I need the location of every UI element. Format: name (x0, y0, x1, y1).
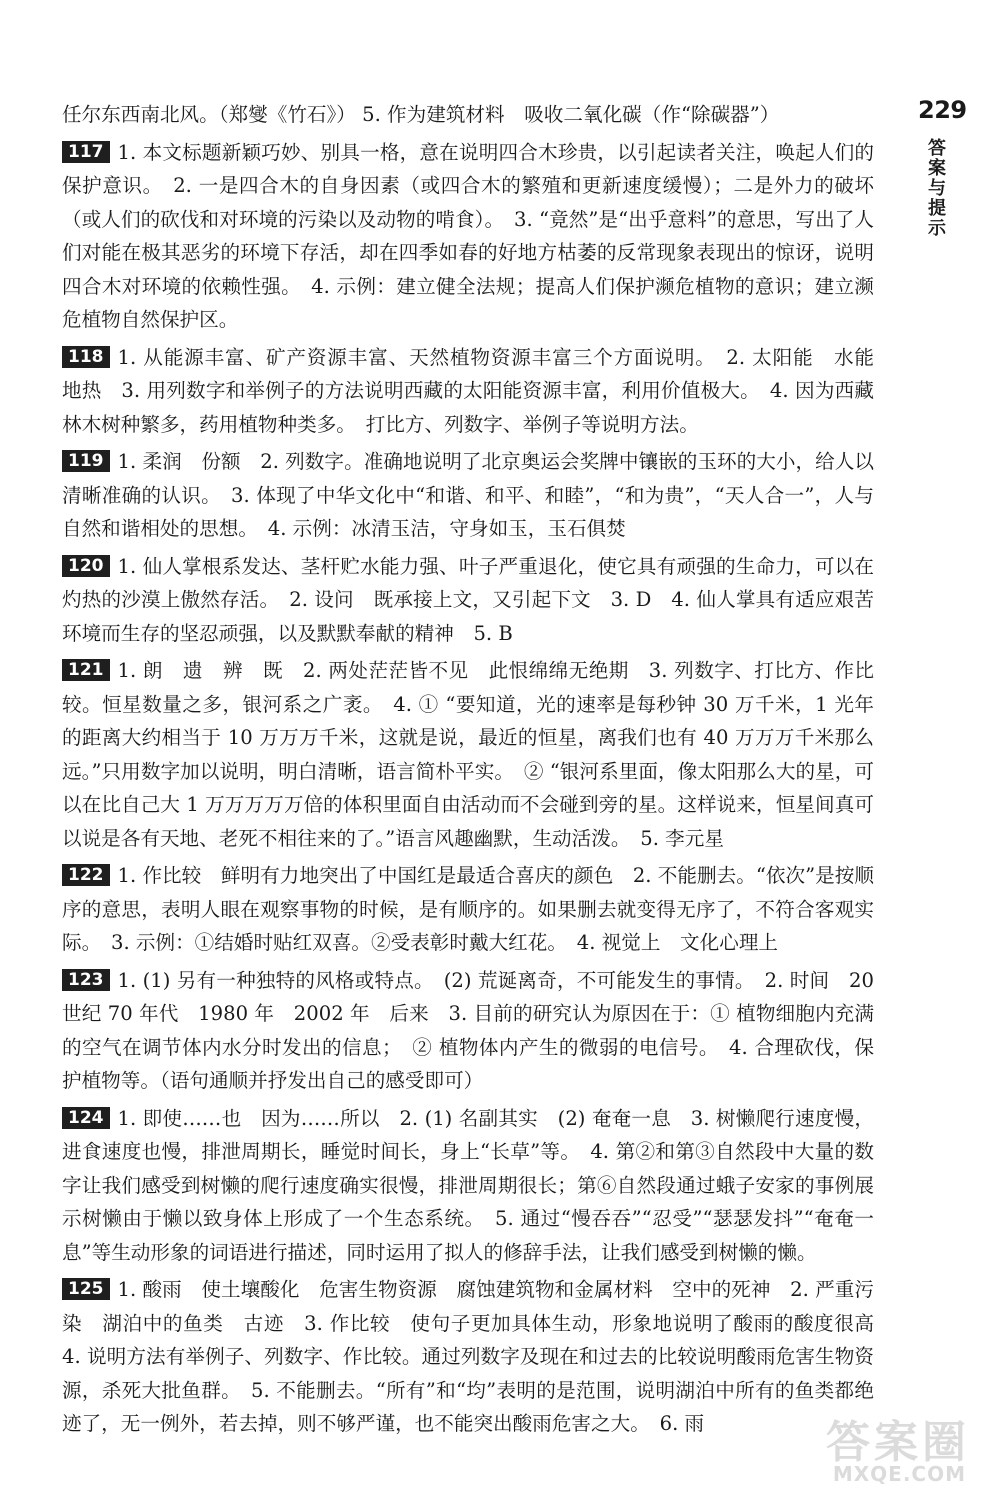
question-number-badge: 125 (62, 1278, 110, 1300)
answer-paragraph (62, 98, 874, 132)
answer-paragraph (62, 550, 874, 651)
answer-paragraph (62, 964, 874, 1098)
answer-text: 1. 仙人掌根系发达、茎杆贮水能力强、叶子严重退化，使它具有顽强的生命力，可以在灼热的沙漠上傲然存活。 2. 设问 既承接上文，又引起下文 3. D 4. 仙人掌具有适应艰苦环境而生存的坚忍顽强，以及默默奉献的精神 5. B (62, 554, 874, 645)
answer-paragraph (62, 1102, 874, 1270)
watermark-url: MXQE.COM (832, 1462, 966, 1486)
question-number-badge: 124 (62, 1107, 110, 1129)
answer-text: 1. 酸雨 使土壤酸化 危害生物资源 腐蚀建筑物和金属材料 空中的死神 2. 严重污染 湖泊中的鱼类 古迹 3. 作比较 使句子更加具体生动，形象地说明了酸雨的酸度很高 4. 说明方法有举例子、列数字、作比较。通过列数字及现在和过去的比较说明酸雨危害生物资源，杀死大批鱼群。 5. 不能删去。“所有”和“均”表明的是范围，说明湖泊中所有的鱼类都绝迹了，无一例外，若去掉，则不够严谨，也不能突出酸雨危害之大。 6. 雨 (62, 1278, 894, 1435)
answer-paragraph (62, 1273, 894, 1441)
question-number-badge: 121 (62, 659, 110, 681)
question-number-badge: 118 (62, 346, 110, 368)
section-side-label: 答案与提示 (925, 138, 946, 238)
question-number-badge: 120 (62, 555, 110, 577)
answer-text: 1. 即使……也 因为……所以 2. (1) 名副其实 (2) 奄奄一息 3. 树懒爬行速度慢，进食速度也慢，排泄周期长，睡觉时间长，身上“长草”等。 4. 第②和第③自然段中大量的数字让我们感受到树懒的爬行速度确实很慢，排泄周期很长；第⑥自然段通过蛾子安家的事例展示树懒由于懒以致身体上形成了一个生态系统。 5. 通过“慢吞吞”“忍受”“瑟瑟发抖”“奄奄一息”等生动形象的词语进行描述，同时运用了拟人的修辞手法，让我们感受到树懒的懒。 (62, 1106, 874, 1264)
question-number-badge: 123 (62, 969, 110, 991)
answer-paragraph (62, 341, 894, 442)
answer-paragraph (62, 445, 874, 546)
watermark-logo-text: 答案圈 (826, 1417, 970, 1468)
question-number-badge: 122 (62, 864, 110, 886)
answer-paragraph (62, 136, 874, 337)
answer-paragraph (62, 654, 874, 855)
question-number-badge: 117 (62, 141, 110, 163)
answer-text: 1. 柔润 份额 2. 列数字。准确地说明了北京奥运会奖牌中镶嵌的玉环的大小，给人以清晰准确的认识。 3. 体现了中华文化中“和谐、和平、和睦”，“和为贵”，“天人合一”，人与自然和谐相处的思想。 4. 示例：冰清玉洁，守身如玉，玉石俱焚 (62, 450, 874, 540)
answer-paragraph (62, 859, 874, 960)
answer-text: 1. 从能源丰富、矿产资源丰富、天然植物资源丰富三个方面说明。 2. 太阳能 水能 地热 3. 用列数字和举例子的方法说明西藏的太阳能资源丰富，利用价值极大。 4. 因为西藏林木树种繁多，药用植物种类多。 打比方、列数字、举例子等说明方法。 (62, 345, 894, 436)
page-number: 229 (918, 96, 967, 124)
answer-text: 1. 朗 遗 辨 既 2. 两处茫茫皆不见 此恨绵绵无绝期 3. 列数字、打比方、作比较。恒星数量之多，银河系之广袤。 4. ① “要知道，光的速率是每秒钟 30 万千米，1 光年的距离大约相当于 10 万万万千米，这就是说，最近的恒星，离我们也有 40 万万万千米那么远。”只用数字加以说明，明白清晰，语言简朴平实。 ② “银河系里面，像太阳那么大的星，可以在比自己大 1 万万万万万倍的体积里面自由活动而不会碰到旁的星。这样说来，恒星间真可以说是各有天地、老死不相往来的了。”语言风趣幽默，生动活泼。 5. 李元星 (62, 659, 874, 850)
question-number-badge: 119 (62, 450, 110, 472)
answer-text: 1. 本文标题新颖巧妙、别具一格，意在说明四合木珍贵，以引起读者关注，唤起人们的保护意识。 2. 一是四合木的自身因素（或四合木的繁殖和更新速度缓慢）；二是外力的破坏（或人们的砍伐和对环境的污染以及动物的啃食）。 3. “竟然”是“出乎意料”的意思，写出了人们对能在极其恶劣的环境下存活，却在四季如春的好地方枯萎的反常现象表现出的惊讶，说明四合木对环境的依赖性强。 4. 示例：建立健全法规；提高人们保护濒危植物的意识；建立濒危植物自然保护区。 (62, 140, 874, 331)
answer-content (62, 98, 894, 1445)
site-watermark (780, 1406, 970, 1486)
answer-text: 1. 作比较 鲜明有力地突出了中国红是最适合喜庆的颜色 2. 不能删去。“依次”是按顺序的意思，表明人眼在观察事物的时候，是有顺序的。如果删去就变得无序了，不符合客观实际。 3. 示例：①结婚时贴红双喜。②受表彰时戴大红花。 4. 视觉上 文化心理上 (62, 864, 874, 954)
answer-text: 任尔东西南北风。（郑燮《竹石》） 5. 作为建筑材料 吸收二氧化碳（作“除碳器”） (62, 103, 780, 126)
answer-text: 1. (1) 另有一种独特的风格或特点。 (2) 荒诞离奇，不可能发生的事情。 2. 时间 20 世纪 70 年代 1980 年 2002 年 后来 3. 目前的研究认为原因在于：① 植物细胞内充满的空气在调节体内水分时发出的信息； ② 植物体内产生的微弱的电信号。 4. 合理砍伐，保护植物等。（语句通顺并抒发出自己的感受即可） (62, 968, 874, 1092)
